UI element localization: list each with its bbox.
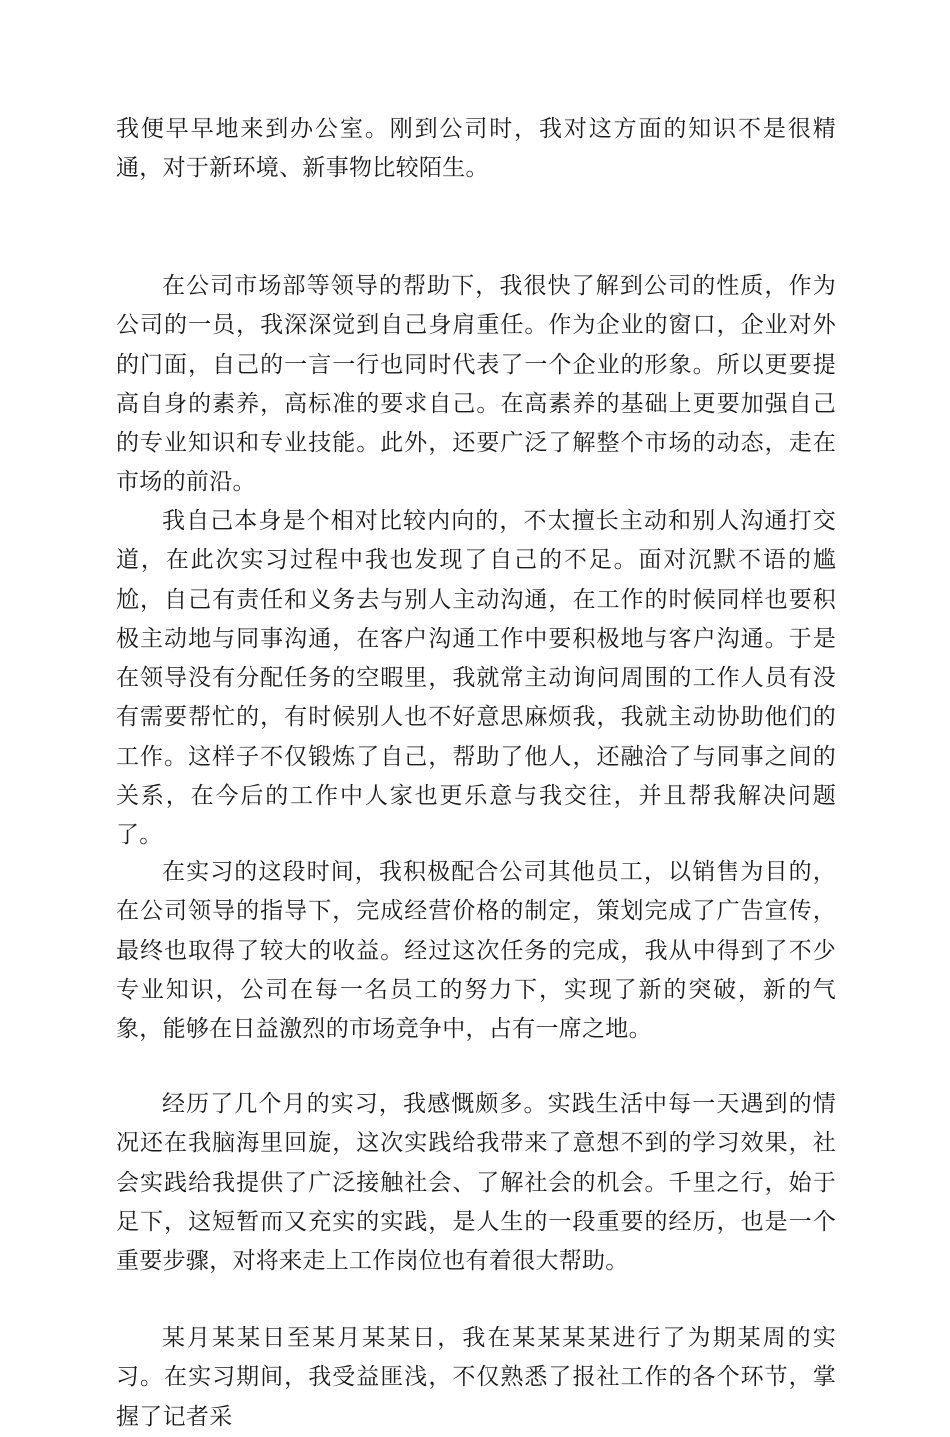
paragraph-communication: 我自己本身是个相对比较内向的，不太擅长主动和别人沟通打交道，在此次实习过程中我也发现了自己的不足。面对沉默不语的尴尬，自己有责任和义务去与别人主动沟通，在工作的时候同样也要积极主动地与同事沟通，在客户沟通工作中要积极地与客户沟通。于是在领导没有分配任务的空暇里，我就常主动询问周围的工作人员有没有需要帮忙的，有时候别人也不好意思麻烦我，我就主动协助他们的工作。这样子不仅锻炼了自己，帮助了他人，还融洽了与同事之间的关系，在今后的工作中人家也更乐意与我交往，并且帮我解决问题了。 xyxy=(116,508,836,849)
paragraph-internship-period: 某月某某日至某月某某日，我在某某某某进行了为期某周的实习。在实习期间，我受益匪浅，不仅熟悉了报社工作的各个环节，掌握了记者采 xyxy=(116,1325,836,1430)
paragraph-continuation: 我便早早地来到办公室。刚到公司时，我对这方面的知识不是很精通，对于新环境、新事物比较陌生。 xyxy=(116,116,836,182)
paragraph-reflection: 经历了几个月的实习，我感慨颇多。实践生活中每一天遇到的情况还在我脑海里回旋，这次实践给我带来了意想不到的学习效果，社会实践给我提供了广泛接触社会、了解社会的机会。千里之行，始于足下，这短暂而又充实的实践，是人生的一段重要的经历，也是一个重要步骤，对将来走上工作岗位也有着很大帮助。 xyxy=(116,1091,836,1275)
paragraph-sales-work: 在实习的这段时间，我积极配合公司其他员工，以销售为目的，在公司领导的指导下，完成经营价格的制定，策划完成了广告宣传，最终也取得了较大的收益。经过这次任务的完成，我从中得到了不少专业知识，公司在每一名员工的努力下，实现了新的突破，新的气象，能够在日益激烈的市场竞争中，占有一席之地。 xyxy=(116,859,836,1043)
paragraph-leadership-help: 在公司市场部等领导的帮助下，我很快了解到公司的性质，作为公司的一员，我深深觉到自己身肩重任。作为企业的窗口，企业对外的门面，自己的一言一行也同时代表了一个企业的形象。所以更要提高自身的素养，高标准的要求自己。在高素养的基础上更要加强自己的专业知识和专业技能。此外，还要广泛了解整个市场的动态，走在市场的前沿。 xyxy=(116,273,836,496)
